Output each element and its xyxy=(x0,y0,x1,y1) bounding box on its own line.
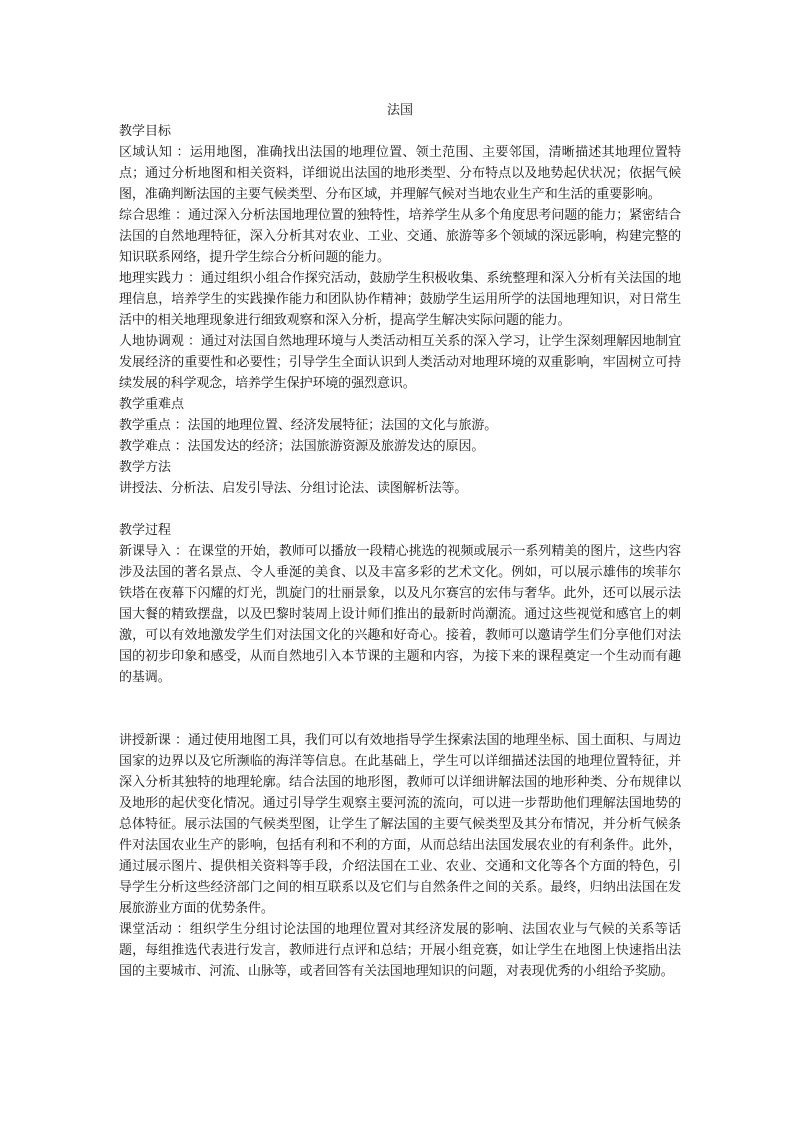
objective-label: 综合思维 ： xyxy=(119,208,188,223)
process-label: 讲授新课 ： xyxy=(119,733,188,748)
objective-label: 区域认知 ： xyxy=(119,145,190,160)
objective-comprehensive-thinking xyxy=(119,205,681,268)
process-label: 新课导入 ： xyxy=(119,544,188,559)
objective-label: 人地协调观 ： xyxy=(119,334,201,349)
objective-text: 运用地图，准确找出法国的地理位置、领土范围、主要邻国，清晰描述其地理位置特点；通过分析地图和相关资料，详细说出法国的地形类型、分布特点以及地势起伏状况；依据气候图，准确判断法国的主要气候类型、分布区域，并理解气候对当地农业生产和生活的重要影响。 xyxy=(119,145,681,202)
objective-text: 通过深入分析法国地理位置的独特性，培养学生从多个角度思考问题的能力；紧密结合法国的自然地理特征，深入分析其对农业、工业、交通、旅游等多个领域的深远影响，构建完整的知识联系网络，提升学生综合分析问题的能力。 xyxy=(119,208,681,265)
spacer xyxy=(119,499,681,520)
process-text: 通过使用地图工具，我们可以有效地指导学生探索法国的地理坐标、国土面积、与周边国家的边界以及它所濒临的海洋等信息。在此基础上，学生可以详细描述法国的地理位置特征，并深入分析其独特的地理轮廓。结合法国的地形图，教师可以详细讲解法国的地形种类、分布规律以及地形的起伏变化情况。通过引导学生观察主要河流的流向，可以进一步帮助他们理解法国地势的总体特征。展示法国的气候类型图，让学生了解法国的主要气候类型及其分布情况，并分析气候条件对法国农业生产的影响，包括有利和不利的方面，从而总结出法国发展农业的有利条件。此外，通过展示图片、提供相关资料等手段，介绍法国在工业、农业、交通和文化等各个方面的特色，引导学生分析这些经济部门之间的相互联系以及它们与自然条件之间的关系。最终，归纳出法国在发展旅游业方面的优势条件。 xyxy=(119,733,681,916)
process-text: 组织学生分组讨论法国的地理位置对其经济发展的影响、法国农业与气候的关系等话题，每组推选代表进行发言，教师进行点评和总结；开展小组竞赛，如让学生在地图上快速指出法国的主要城市、河流、山脉等，或者回答有关法国地理知识的问题，对表现优秀的小组给予奖励。 xyxy=(119,922,681,979)
key-point-focus xyxy=(119,415,681,436)
process-activity xyxy=(119,919,681,982)
objective-text: 通过对法国自然地理环境与人类活动相互关系的深入学习，让学生深刻理解因地制宜发展经济的重要性和必要性；引导学生全面认识到人类活动对地理环境的双重影响，牢固树立可持续发展的科学观念，培养学生保护环境的强烈意识。 xyxy=(119,334,681,391)
key-point-label: 教学重点 ： xyxy=(119,418,188,433)
key-point-text: 法国的地理位置、经济发展特征；法国的文化与旅游。 xyxy=(187,418,498,433)
page-title: 法国 xyxy=(386,103,413,118)
spacer xyxy=(119,688,681,709)
document-page xyxy=(119,100,681,982)
process-new-lesson xyxy=(119,730,681,919)
objective-regional-cognition xyxy=(119,142,681,205)
key-points-heading: 教学重难点 xyxy=(119,397,185,412)
process-intro xyxy=(119,541,681,688)
key-point-label: 教学难点 ： xyxy=(119,439,188,454)
spacer xyxy=(119,709,681,730)
process-heading: 教学过程 xyxy=(119,523,172,538)
objective-geographic-practice xyxy=(119,268,681,331)
objectives-heading: 教学目标 xyxy=(119,124,172,139)
methods-heading: 教学方法 xyxy=(119,460,172,475)
objective-human-land-coordination xyxy=(119,331,681,394)
process-label: 课堂活动 ： xyxy=(119,922,190,937)
methods-text: 讲授法、分析法、启发引导法、分组讨论法、读图解析法等。 xyxy=(119,481,468,496)
key-point-difficulty xyxy=(119,436,681,457)
key-point-text: 法国发达的经济；法国旅游资源及旅游发达的原因。 xyxy=(187,439,485,454)
objective-text: 通过组织小组合作探究活动，鼓励学生积极收集、系统整理和深入分析有关法国的地理信息，培养学生的实践操作能力和团队协作精神；鼓励学生运用所学的法国地理知识，对日常生活中的相关地理现象进行细致观察和深入分析，提高学生解决实际问题的能力。 xyxy=(119,271,681,328)
objective-label: 地理实践力 ： xyxy=(119,271,201,286)
process-text: 在课堂的开始，教师可以播放一段精心挑选的视频或展示一系列精美的图片，这些内容涉及法国的著名景点、令人垂涎的美食、以及丰富多彩的艺术文化。例如，可以展示雄伟的埃菲尔铁塔在夜幕下闪耀的灯光，凯旋门的壮丽景象，以及凡尔赛宫的宏伟与奢华。此外，还可以展示法国大餐的精致摆盘，以及巴黎时装周上设计师们推出的最新时尚潮流。通过这些视觉和感官上的刺激，可以有效地激发学生们对法国文化的兴趣和好奇心。接着，教师可以邀请学生们分享他们对法国的初步印象和感受，从而自然地引入本节课的主题和内容，为接下来的课程奠定一个生动而有趣的基调。 xyxy=(119,544,681,685)
